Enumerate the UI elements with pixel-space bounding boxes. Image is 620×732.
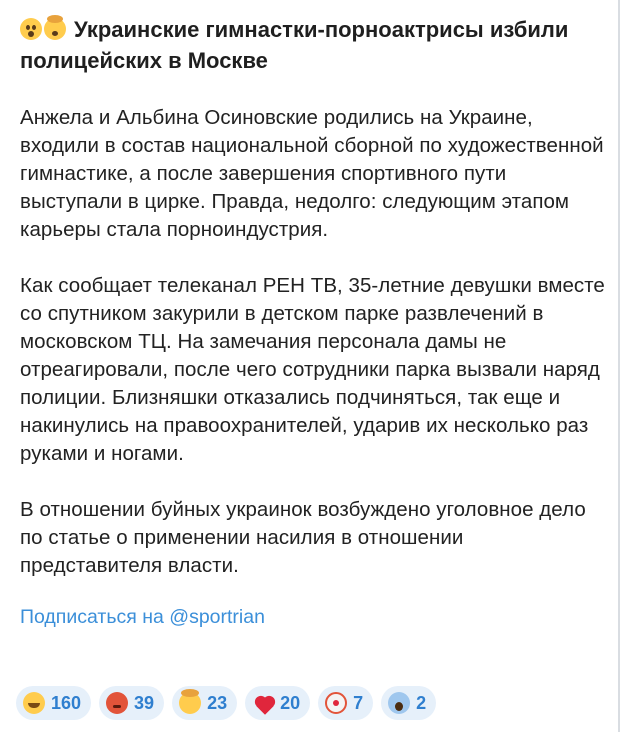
channel-post [20, 14, 605, 630]
reaction-count: 23 [207, 692, 228, 713]
reaction-scream[interactable] [381, 686, 436, 720]
reaction-count: 39 [134, 692, 155, 713]
post-paragraph-3: В отношении буйных украинок возбуждено уголовное дело по статье о применении насилия в отношении представителя власти. [20, 498, 586, 577]
face-screaming-icon [20, 18, 42, 40]
heart-icon [252, 692, 274, 714]
clown-icon [325, 692, 347, 714]
reaction-count: 7 [353, 692, 364, 713]
post-title: Украинские гимнастки-порноактрисы избили полицейских в Москве [20, 17, 569, 73]
reaction-rofl[interactable] [16, 686, 91, 720]
reaction-count: 2 [416, 692, 427, 713]
subscribe-link[interactable]: Подписаться на @sportrian [20, 606, 265, 628]
exploding-head-icon [44, 18, 66, 40]
exploding-head-icon [179, 692, 201, 714]
post-title-line [20, 14, 605, 76]
reaction-heart[interactable] [245, 686, 310, 720]
reaction-angry[interactable] [99, 686, 164, 720]
rofl-icon [23, 692, 45, 714]
face-screaming-icon [388, 692, 410, 714]
reaction-count: 160 [51, 692, 82, 713]
reaction-exploding-head[interactable] [172, 686, 237, 720]
post-paragraph-1: Анжела и Альбина Осиновские родились на Украине, входили в состав национальной сборной по художественной гимнастике, а после завершения спортивного пути выступали в цирке. Правда, недолго: следующим этапом карьеры стала порноиндустрия. [20, 106, 604, 241]
reactions-bar [16, 686, 436, 720]
reaction-clown[interactable] [318, 686, 373, 720]
reaction-count: 20 [280, 692, 301, 713]
title-emojis [20, 14, 68, 45]
angry-face-icon [106, 692, 128, 714]
post-paragraph-2: Как сообщает телеканал РЕН ТВ, 35-летние девушки вместе со спутником закурили в детском парке развлечений в московском ТЦ. На замечания персонала дамы не отреагировали, после чего сотрудники парка вызвали наряд полиции. Близняшки отказались подчиняться, так еще и накинулись на правоохранителей, ударив их несколько раз руками и ногами. [20, 274, 605, 465]
